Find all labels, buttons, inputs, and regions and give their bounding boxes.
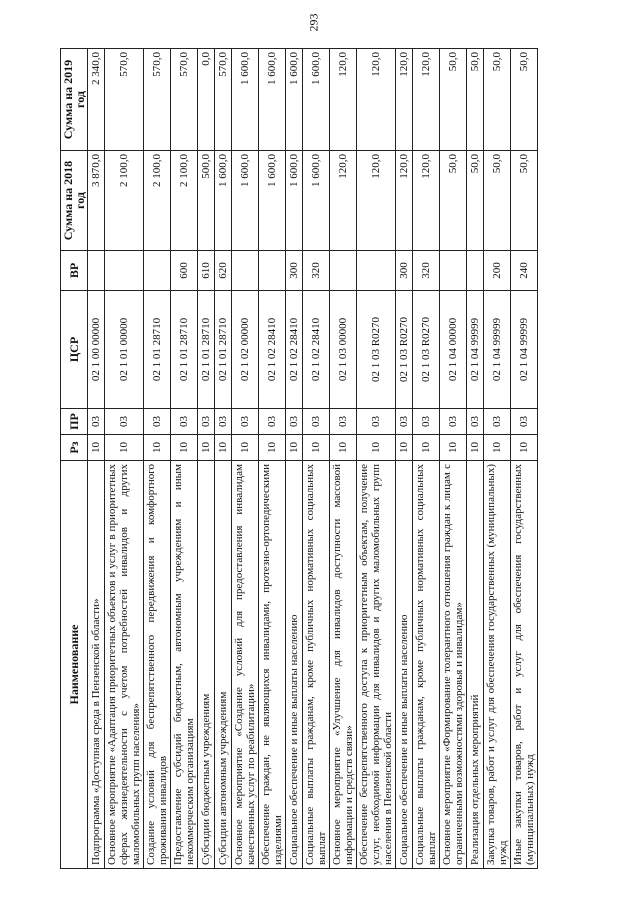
- row-sum-2019: 570,0: [215, 49, 232, 151]
- row-name: Создание условий для беспрепятственного передвижения и комфортного проживания инвалидов: [144, 461, 171, 869]
- table-row: [171, 49, 198, 869]
- row-pr: 03: [105, 409, 144, 435]
- table-row: [413, 49, 440, 869]
- row-vr: 240: [511, 251, 538, 291]
- row-csr: 02 1 02 00000: [232, 291, 259, 409]
- row-sum-2019: 1 600,0: [303, 49, 330, 151]
- row-pr: 03: [198, 409, 215, 435]
- row-pr: 03: [357, 409, 396, 435]
- row-pr: 03: [303, 409, 330, 435]
- row-name: Основное мероприятие «Улучшение для инвалидов доступности массовой информации и средств связи»: [330, 461, 357, 869]
- row-name: Субсидии автономным учреждениям: [215, 461, 232, 869]
- row-pr: 03: [286, 409, 303, 435]
- row-sum-2018: 50,0: [484, 151, 511, 251]
- row-rz: 10: [396, 435, 413, 461]
- table-row: [440, 49, 467, 869]
- header-name: Наименование: [61, 461, 88, 869]
- row-pr: 03: [413, 409, 440, 435]
- row-sum-2018: 1 600,0: [232, 151, 259, 251]
- table-row: [330, 49, 357, 869]
- row-sum-2019: 1 600,0: [286, 49, 303, 151]
- row-sum-2019: 120,0: [357, 49, 396, 151]
- row-sum-2018: 1 600,0: [215, 151, 232, 251]
- row-pr: 03: [259, 409, 286, 435]
- row-vr: 200: [484, 251, 511, 291]
- row-sum-2018: 120,0: [413, 151, 440, 251]
- row-sum-2019: 50,0: [511, 49, 538, 151]
- row-rz: 10: [144, 435, 171, 461]
- row-csr: 02 1 02 28410: [259, 291, 286, 409]
- row-name: Обеспечение беспрепятственного доступа к приоритетным объектам, получение услуг, необходимой информации для инвалидов и других маломобильных групп населения в Пензенской области: [357, 461, 396, 869]
- row-sum-2019: 0,0: [198, 49, 215, 151]
- table-row: [105, 49, 144, 869]
- table-header-row: [61, 49, 88, 869]
- row-vr: [232, 251, 259, 291]
- row-name: Социальное обеспечение и иные выплаты населению: [286, 461, 303, 869]
- row-csr: 02 1 01 28710: [144, 291, 171, 409]
- header-sum-2018: Сумма на 2018 год: [61, 151, 88, 251]
- row-vr: 320: [413, 251, 440, 291]
- row-sum-2018: 500,0: [198, 151, 215, 251]
- row-vr: [105, 251, 144, 291]
- row-pr: 03: [511, 409, 538, 435]
- row-sum-2018: 120,0: [396, 151, 413, 251]
- row-pr: 03: [88, 409, 105, 435]
- row-pr: 03: [330, 409, 357, 435]
- budget-table-container: [60, 49, 576, 869]
- row-vr: 320: [303, 251, 330, 291]
- row-sum-2018: 1 600,0: [303, 151, 330, 251]
- row-sum-2019: 1 600,0: [232, 49, 259, 151]
- table-row: [215, 49, 232, 869]
- row-rz: 10: [198, 435, 215, 461]
- row-csr: 02 1 04 99999: [467, 291, 484, 409]
- row-sum-2019: 570,0: [171, 49, 198, 151]
- row-name: Предоставление субсидий бюджетным, автономным учреждениям и иным некоммерческим организациям: [171, 461, 198, 869]
- table-row: [198, 49, 215, 869]
- row-sum-2018: 3 870,0: [88, 151, 105, 251]
- row-pr: 03: [396, 409, 413, 435]
- header-vr: ВР: [61, 251, 88, 291]
- row-sum-2018: 50,0: [467, 151, 484, 251]
- row-vr: 620: [215, 251, 232, 291]
- row-sum-2018: 1 600,0: [286, 151, 303, 251]
- row-csr: 02 1 04 99999: [484, 291, 511, 409]
- row-sum-2019: 120,0: [413, 49, 440, 151]
- row-rz: 10: [171, 435, 198, 461]
- row-csr: 02 1 04 00000: [440, 291, 467, 409]
- row-vr: [259, 251, 286, 291]
- row-vr: [330, 251, 357, 291]
- row-csr: 02 1 04 99999: [511, 291, 538, 409]
- row-sum-2019: 1 600,0: [259, 49, 286, 151]
- row-rz: 10: [357, 435, 396, 461]
- row-rz: 10: [88, 435, 105, 461]
- row-rz: 10: [440, 435, 467, 461]
- row-vr: 300: [286, 251, 303, 291]
- row-csr: 02 1 03 00000: [330, 291, 357, 409]
- row-rz: 10: [484, 435, 511, 461]
- row-csr: 02 1 02 28410: [286, 291, 303, 409]
- row-rz: 10: [286, 435, 303, 461]
- row-name: Основное мероприятие «Формирование толерантного отношения граждан к лицам с ограниченными возможностями здоровья и инвалидам»: [440, 461, 467, 869]
- row-sum-2018: 50,0: [511, 151, 538, 251]
- table-row: [484, 49, 511, 869]
- row-sum-2019: 2 340,0: [88, 49, 105, 151]
- header-rz: Рз: [61, 435, 88, 461]
- row-pr: 03: [144, 409, 171, 435]
- header-pr: ПР: [61, 409, 88, 435]
- row-csr: 02 1 01 28710: [198, 291, 215, 409]
- row-name: Иные закупки товаров, работ и услуг для обеспечения государственных (муниципальных) нужд: [511, 461, 538, 869]
- table-row: [144, 49, 171, 869]
- row-pr: 03: [467, 409, 484, 435]
- table-row: [511, 49, 538, 869]
- row-csr: 02 1 01 28710: [171, 291, 198, 409]
- row-sum-2019: 50,0: [467, 49, 484, 151]
- row-name: Основное мероприятие «Создание условий для предоставления инвалидам качественных услуг по реабилитации»: [232, 461, 259, 869]
- row-rz: 10: [467, 435, 484, 461]
- row-name: Социальное обеспечение и иные выплаты населению: [396, 461, 413, 869]
- row-pr: 03: [215, 409, 232, 435]
- row-vr: [467, 251, 484, 291]
- row-vr: [440, 251, 467, 291]
- row-rz: 10: [511, 435, 538, 461]
- table-row: [467, 49, 484, 869]
- row-name: Социальные выплаты гражданам, кроме публичных нормативных социальных выплат: [413, 461, 440, 869]
- row-sum-2019: 120,0: [396, 49, 413, 151]
- row-csr: 02 1 03 R0270: [357, 291, 396, 409]
- row-csr: 02 1 01 28710: [215, 291, 232, 409]
- table-row: [232, 49, 259, 869]
- row-vr: 600: [171, 251, 198, 291]
- row-sum-2019: 570,0: [105, 49, 144, 151]
- row-vr: [88, 251, 105, 291]
- budget-table: [60, 48, 538, 869]
- row-sum-2018: 2 100,0: [144, 151, 171, 251]
- table-row: [88, 49, 105, 869]
- row-vr: 300: [396, 251, 413, 291]
- row-pr: 03: [232, 409, 259, 435]
- table-row: [259, 49, 286, 869]
- row-name: Закупка товаров, работ и услуг для обеспечения государственных (муниципальных) нужд: [484, 461, 511, 869]
- row-sum-2019: 50,0: [484, 49, 511, 151]
- header-sum-2019: Сумма на 2019 год: [61, 49, 88, 151]
- row-sum-2018: 120,0: [330, 151, 357, 251]
- row-name: Социальные выплаты гражданам, кроме публичных нормативных социальных выплат: [303, 461, 330, 869]
- row-vr: 610: [198, 251, 215, 291]
- row-name: Субсидии бюджетным учреждениям: [198, 461, 215, 869]
- row-vr: [357, 251, 396, 291]
- row-csr: 02 1 01 00000: [105, 291, 144, 409]
- row-rz: 10: [259, 435, 286, 461]
- row-sum-2019: 50,0: [440, 49, 467, 151]
- row-name: Обеспечение граждан, не являющихся инвалидами, протезно-ортопедическими изделиями: [259, 461, 286, 869]
- table-row: [286, 49, 303, 869]
- row-sum-2018: 120,0: [357, 151, 396, 251]
- table-row: [303, 49, 330, 869]
- row-vr: [144, 251, 171, 291]
- row-rz: 10: [330, 435, 357, 461]
- row-rz: 10: [232, 435, 259, 461]
- row-rz: 10: [105, 435, 144, 461]
- table-row: [357, 49, 396, 869]
- header-csr: ЦСР: [61, 291, 88, 409]
- row-rz: 10: [413, 435, 440, 461]
- row-pr: 03: [171, 409, 198, 435]
- row-rz: 10: [215, 435, 232, 461]
- row-sum-2019: 570,0: [144, 49, 171, 151]
- row-sum-2018: 50,0: [440, 151, 467, 251]
- page-number: 293: [306, 13, 321, 32]
- row-csr: 02 1 02 28410: [303, 291, 330, 409]
- row-csr: 02 1 00 00000: [88, 291, 105, 409]
- row-csr: 02 1 03 R0270: [413, 291, 440, 409]
- row-csr: 02 1 03 R0270: [396, 291, 413, 409]
- row-pr: 03: [440, 409, 467, 435]
- row-name: Основное мероприятие «Адаптация приоритетных объектов и услуг в приоритетных сферах жизнедеятельности с учетом потребностей инвалидов и других маломобильных групп населения»: [105, 461, 144, 869]
- row-name: Подпрограмма «Доступная среда в Пензенской области»: [88, 461, 105, 869]
- row-sum-2018: 1 600,0: [259, 151, 286, 251]
- row-rz: 10: [303, 435, 330, 461]
- row-sum-2018: 2 100,0: [171, 151, 198, 251]
- table-row: [396, 49, 413, 869]
- row-name: Реализация отдельных мероприятий: [467, 461, 484, 869]
- row-sum-2018: 2 100,0: [105, 151, 144, 251]
- table-body: [88, 49, 538, 869]
- row-pr: 03: [484, 409, 511, 435]
- row-sum-2019: 120,0: [330, 49, 357, 151]
